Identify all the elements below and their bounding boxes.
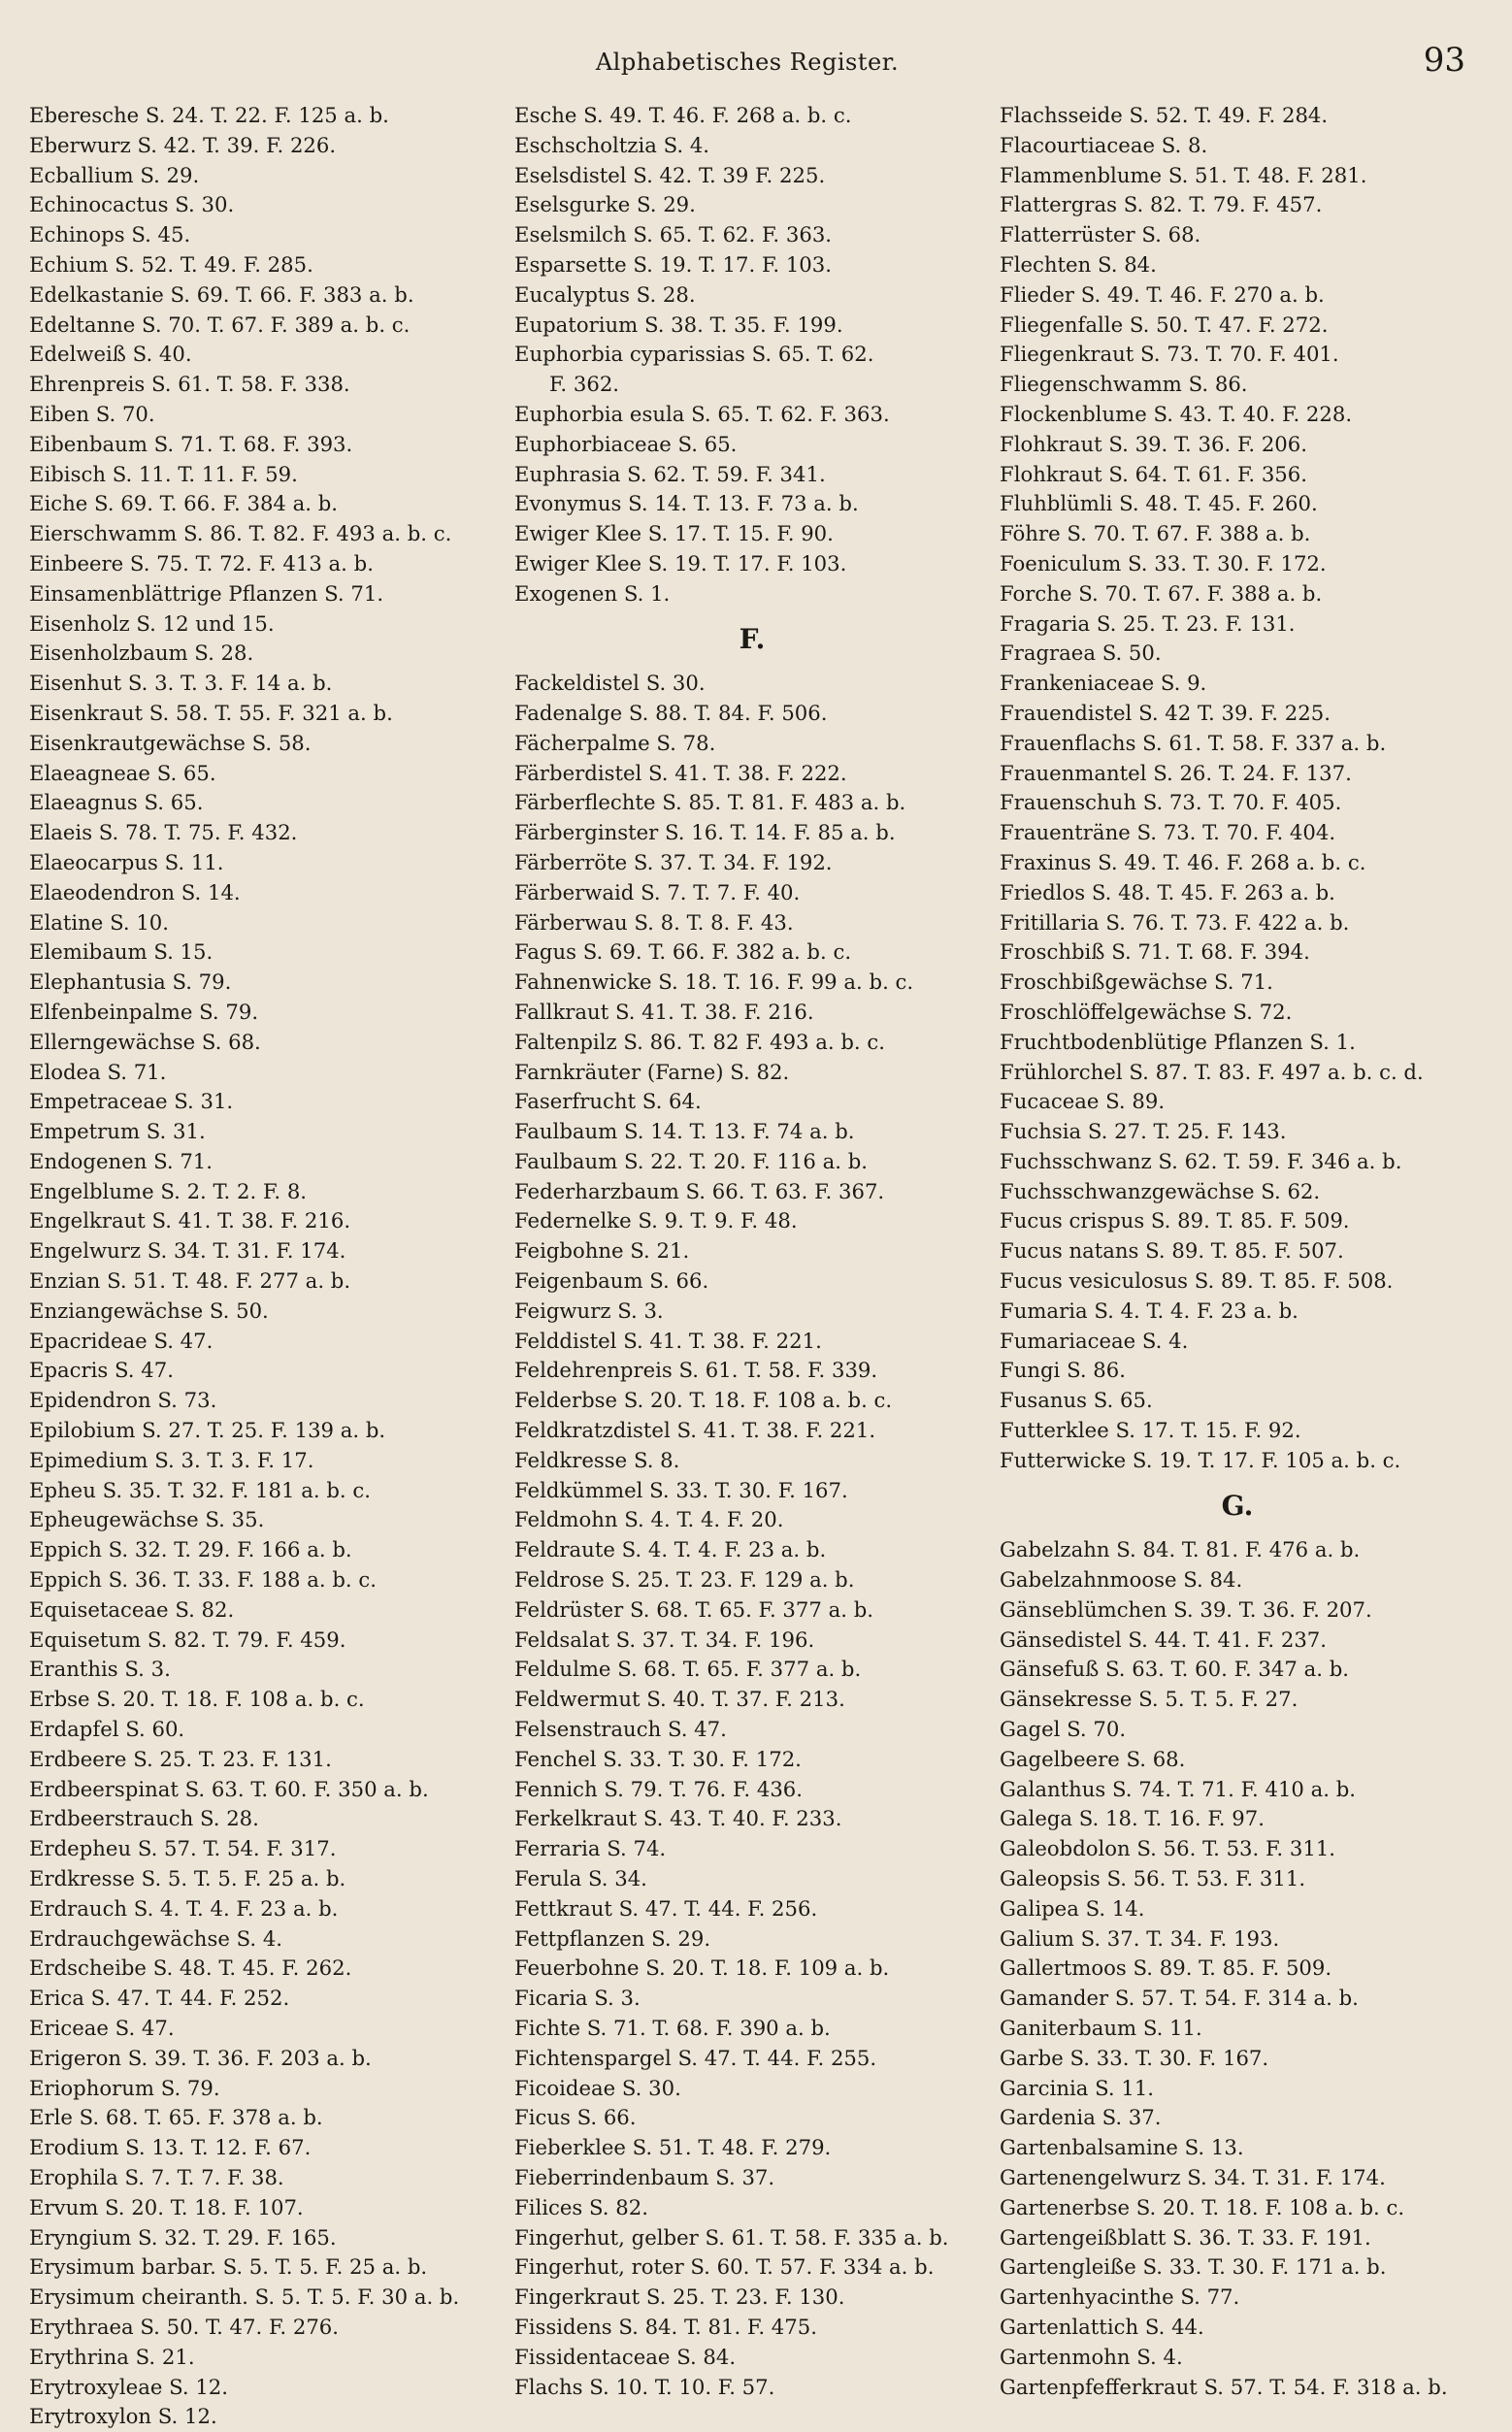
index-entry: Garcinia S. 11. [1000, 2075, 1155, 2100]
index-entry: Galanthus S. 74. T. 71. F. 410 a. b. [1000, 1776, 1357, 1801]
index-entry: Feldwermut S. 40. T. 37. F. 213. [514, 1687, 845, 1712]
index-entry: Frauenträne S. 73. T. 70. F. 404. [1000, 820, 1336, 845]
index-entry: Gabelzahn S. 84. T. 81. F. 476 a. b. [1000, 1537, 1361, 1562]
index-entry: Evonymus S. 14. T. 13. F. 73 a. b. [514, 491, 859, 516]
index-entry: Fagus S. 69. T. 66. F. 382 a. b. c. [514, 939, 852, 965]
index-entry: Flockenblume S. 43. T. 40. F. 228. [1000, 401, 1353, 426]
index-entry: Engelblume S. 2. T. 2. F. 8. [29, 1178, 308, 1203]
page-title: Alphabetisches Register. [595, 49, 900, 76]
index-entry: Frauenflachs S. 61. T. 58. F. 337 a. b. [1000, 730, 1387, 755]
index-entry: Foeniculum S. 33. T. 30. F. 172. [1000, 550, 1327, 575]
index-entry: Erytroxyleae S. 12. [29, 2374, 229, 2399]
index-entry: Färberwaid S. 7. T. 7. F. 40. [514, 879, 801, 904]
index-entry: Einsamenblättrige Pflanzen S. 71. [29, 580, 384, 606]
index-entry: Flechten S. 84. [1000, 251, 1157, 277]
index-entry: Erle S. 68. T. 65. F. 378 a. b. [29, 2105, 323, 2130]
index-entry: Erodium S. 13. T. 12. F. 67. [29, 2135, 312, 2160]
index-entry: Eryngium S. 32. T. 29. F. 165. [29, 2224, 337, 2250]
index-entry: Flohkraut S. 64. T. 61. F. 356. [1000, 461, 1307, 486]
index-entry: Euphorbiaceae S. 65. [514, 431, 738, 456]
index-entry: Epheu S. 35. T. 32. F. 181 a. b. c. [29, 1477, 371, 1502]
index-entry: Ficaria S. 3. [514, 1986, 641, 2011]
index-entry: Feuerbohne S. 20. T. 18. F. 109 a. b. [514, 1955, 890, 1981]
index-entry: Edelweiß S. 40. [29, 342, 192, 367]
index-entry: Eselsgurke S. 29. [514, 192, 696, 217]
index-entry: Fackeldistel S. 30. [514, 671, 706, 696]
index-entry: Gartenlattich S. 44. [1000, 2314, 1204, 2339]
index-entry: Echinops S. 45. [29, 222, 191, 247]
index-entry: Fieberrindenbaum S. 37. [514, 2164, 775, 2189]
index-entry: Eppich S. 36. T. 33. F. 188 a. b. c. [29, 1567, 377, 1593]
index-entry: Eselsdistel S. 42. T. 39 F. 225. [514, 162, 826, 187]
index-entry: Erbse S. 20. T. 18. F. 108 a. b. c. [29, 1687, 365, 1712]
index-entry: Ferraria S. 74. [514, 1836, 667, 1861]
index-entry: Feldrüster S. 68. T. 65. F. 377 a. b. [514, 1596, 874, 1622]
index-entry: Fumaria S. 4. T. 4. F. 23 a. b. [1000, 1298, 1298, 1323]
index-entry: Frauenmantel S. 26. T. 24. F. 137. [1000, 760, 1352, 785]
index-entry: Eucalyptus S. 28. [514, 281, 696, 307]
index-entry: Ervum S. 20. T. 18. F. 107. [29, 2194, 304, 2219]
index-entry: Feldehrenpreis S. 61. T. 58. F. 339. [514, 1358, 878, 1383]
index-entry: Filices S. 82. [514, 2194, 648, 2219]
index-entry: Feldsalat S. 37. T. 34. F. 196. [514, 1627, 815, 1652]
index-entry: Galeobdolon S. 56. T. 53. F. 311. [1000, 1836, 1336, 1861]
index-entry: Felddistel S. 41. T. 38. F. 221. [514, 1328, 822, 1353]
index-entry: Erdscheibe S. 48. T. 45. F. 262. [29, 1955, 352, 1981]
index-entry: Gartenbalsamine S. 13. [1000, 2135, 1244, 2160]
index-entry: Gänsekresse S. 5. T. 5. F. 27. [1000, 1687, 1298, 1712]
index-entry: Faltenpilz S. 86. T. 82 F. 493 a. b. c. [514, 1029, 886, 1054]
index-entry: Froschlöffelgewächse S. 72. [1000, 999, 1293, 1024]
index-entry: Gänsefuß S. 63. T. 60. F. 347 a. b. [1000, 1657, 1350, 1682]
index-entry: Fluhblümli S. 48. T. 45. F. 260. [1000, 491, 1318, 516]
index-entry: Erdapfel S. 60. [29, 1717, 185, 1742]
index-entry: Erdkresse S. 5. T. 5. F. 25 a. b. [29, 1866, 346, 1891]
index-entry: Eisenholzbaum S. 28. [29, 641, 254, 666]
page-number: 93 [1423, 41, 1465, 80]
index-entry: Ecballium S. 29. [29, 162, 200, 187]
index-entry: Fucaceae S. 89. [1000, 1089, 1166, 1114]
index-entry: Galipea S. 14. [1000, 1895, 1145, 1921]
index-entry: Epacris S. 47. [29, 1358, 174, 1383]
index-entry: Eriophorum S. 79. [29, 2075, 220, 2100]
index-entry: Ehrenpreis S. 61. T. 58. F. 338. [29, 372, 350, 397]
index-entry: Gartenmohn S. 4. [1000, 2344, 1183, 2369]
index-entry: Erica S. 47. T. 44. F. 252. [29, 1986, 290, 2011]
index-entry: Fragaria S. 25. T. 23. F. 131. [1000, 610, 1296, 636]
index-entry: Frauendistel S. 42 T. 39. F. 225. [1000, 700, 1331, 725]
index-entry: Fliegenkraut S. 73. T. 70. F. 401. [1000, 342, 1339, 367]
index-entry: Erigeron S. 39. T. 36. F. 203 a. b. [29, 2045, 372, 2070]
index-entry: Flachs S. 10. T. 10. F. 57. [514, 2374, 775, 2399]
index-entry: Färberginster S. 16. T. 14. F. 85 a. b. [514, 820, 896, 845]
index-entry: Erdrauch S. 4. T. 4. F. 23 a. b. [29, 1895, 339, 1921]
index-entry: Flatterrüster S. 68. [1000, 222, 1201, 247]
index-entry: Feldraute S. 4. T. 4. F. 23 a. b. [514, 1537, 827, 1562]
index-entry: Gamander S. 57. T. 54. F. 314 a. b. [1000, 1986, 1359, 2011]
index-entry: Erophila S. 7. T. 7. F. 38. [29, 2164, 284, 2189]
index-entry: Feldrose S. 25. T. 23. F. 129 a. b. [514, 1567, 855, 1593]
index-entry: Galeopsis S. 56. T. 53. F. 311. [1000, 1866, 1306, 1891]
index-entry: Fraxinus S. 49. T. 46. F. 268 a. b. c. [1000, 849, 1366, 874]
index-entry: Fliegenfalle S. 50. T. 47. F. 272. [1000, 312, 1329, 337]
index-entry: Faserfrucht S. 64. [514, 1089, 702, 1114]
index-entry: Färberwau S. 8. T. 8. F. 43. [514, 909, 794, 935]
index-entry: Euphorbia esula S. 65. T. 62. F. 363. [514, 401, 890, 426]
index-entry: Federnelke S. 9. T. 9. F. 48. [514, 1208, 798, 1233]
index-entry: Fächerpalme S. 78. [514, 730, 716, 755]
index-entry: Eberesche S. 24. T. 22. F. 125 a. b. [29, 103, 389, 127]
index-entry: Elatine S. 10. [29, 909, 170, 935]
index-entry: Gallertmoos S. 89. T. 85. F. 509. [1000, 1955, 1332, 1981]
index-entry: Fissidentaceae S. 84. [514, 2344, 737, 2369]
index-entry: Fichtenspargel S. 47. T. 44. F. 255. [514, 2045, 877, 2070]
index-entry: Euphrasia S. 62. T. 59. F. 341. [514, 461, 826, 486]
index-entry: Epheugewächse S. 35. [29, 1507, 265, 1532]
index-entry: Fettkraut S. 47. T. 44. F. 256. [514, 1895, 818, 1921]
index-entry: Färberflechte S. 85. T. 81. F. 483 a. b. [514, 790, 906, 815]
index-entry: Fichte S. 71. T. 68. F. 390 a. b. [514, 2016, 831, 2040]
index-entry: Feldkratzdistel S. 41. T. 38. F. 221. [514, 1418, 876, 1443]
index-entry: Eselsmilch S. 65. T. 62. F. 363. [514, 222, 833, 247]
index-entry: Fungi S. 86. [1000, 1358, 1126, 1383]
index-entry: Flattergras S. 82. T. 79. F. 457. [1000, 192, 1323, 217]
index-entry: Elaeodendron S. 14. [29, 879, 241, 904]
index-entry: Fallkraut S. 41. T. 38. F. 216. [514, 999, 814, 1024]
index-entry: Euphorbia cyparissias S. 65. T. 62. [514, 342, 874, 367]
index-entry: Epidendron S. 73. [29, 1388, 217, 1413]
index-entry: Futterklee S. 17. T. 15. F. 92. [1000, 1418, 1301, 1443]
index-entry: Felsenstrauch S. 47. [514, 1717, 727, 1742]
index-entry: Engelwurz S. 34. T. 31. F. 174. [29, 1238, 346, 1264]
index-entry: Enzian S. 51. T. 48. F. 277 a. b. [29, 1268, 351, 1294]
index-entry: Echinocactus S. 30. [29, 192, 235, 217]
index-entry: Frankeniaceae S. 9. [1000, 671, 1207, 696]
index-entry: Elodea S. 71. [29, 1059, 167, 1084]
index-entry: Garbe S. 33. T. 30. F. 167. [1000, 2045, 1269, 2070]
index-entry: Fingerhut, roter S. 60. T. 57. F. 334 a. b. [514, 2254, 935, 2280]
index-entry: Gänsedistel S. 44. T. 41. F. 237. [1000, 1627, 1328, 1652]
index-entry: Endogenen S. 71. [29, 1148, 214, 1173]
index-entry: Gartenengelwurz S. 34. T. 31. F. 174. [1000, 2164, 1386, 2189]
index-entry: Ferula S. 34. [514, 1866, 647, 1891]
index-entry: Eberwurz S. 42. T. 39. F. 226. [29, 132, 337, 157]
index-entry: Ellerngewächse S. 68. [29, 1029, 261, 1054]
index-entry: Erythrina S. 21. [29, 2344, 195, 2369]
index-entry: Eibisch S. 11. T. 11. F. 59. [29, 461, 298, 486]
index-entry: Elaeagnus S. 65. [29, 790, 204, 815]
index-entry: Ficoideae S. 30. [514, 2075, 681, 2100]
index-entry: Echium S. 52. T. 49. F. 285. [29, 251, 313, 277]
index-entry: Empetraceae S. 31. [29, 1089, 234, 1114]
index-entry: Gabelzahnmoose S. 84. [1000, 1567, 1243, 1593]
index-entry: Eupatorium S. 38. T. 35. F. 199. [514, 312, 843, 337]
index-entry: Erythraea S. 50. T. 47. F. 276. [29, 2314, 340, 2339]
index-entry: Galega S. 18. T. 16. F. 97. [1000, 1806, 1265, 1831]
index-entry: Erdepheu S. 57. T. 54. F. 317. [29, 1836, 337, 1861]
index-entry: Flieder S. 49. T. 46. F. 270 a. b. [1000, 281, 1325, 307]
index-entry: Equisetum S. 82. T. 79. F. 459. [29, 1627, 346, 1652]
index-entry: Gartenhyacinthe S. 77. [1000, 2284, 1240, 2310]
index-entry: Eierschwamm S. 86. T. 82. F. 493 a. b. c. [29, 521, 452, 546]
page-header [29, 41, 1465, 99]
index-entry: Gartenpfefferkraut S. 57. T. 54. F. 318 a. b. [1000, 2374, 1448, 2399]
index-entry: Ganiterbaum S. 11. [1000, 2016, 1202, 2040]
index-entry: Ferkelkraut S. 43. T. 40. F. 233. [514, 1806, 842, 1831]
index-entry: Elaeis S. 78. T. 75. F. 432. [29, 820, 298, 845]
index-entry: Edelkastanie S. 69. T. 66. F. 383 a. b. [29, 281, 414, 307]
index-entry: Feigwurz S. 3. [514, 1298, 664, 1323]
index-entry: Fliegenschwamm S. 86. [1000, 372, 1248, 397]
index-entry: Feldulme S. 68. T. 65. F. 377 a. b. [514, 1657, 862, 1682]
index-entry: Fuchsschwanzgewächse S. 62. [1000, 1178, 1321, 1203]
index-entry: Froschbißgewächse S. 71. [1000, 970, 1273, 995]
index-entry-continuation: F. 362. [549, 372, 620, 397]
index-entry: Faulbaum S. 22. T. 20. F. 116 a. b. [514, 1148, 868, 1173]
index-entry: Galium S. 37. T. 34. F. 193. [1000, 1925, 1280, 1951]
index-entry: Fettpflanzen S. 29. [514, 1925, 711, 1951]
index-entry: Equisetaceae S. 82. [29, 1596, 235, 1622]
index-entry: Flacourtiaceae S. 8. [1000, 132, 1208, 157]
index-entry: Farnkräuter (Farne) S. 82. [514, 1059, 790, 1084]
section-letter: G. [1221, 1489, 1254, 1522]
index-entry: Engelkraut S. 41. T. 38. F. 216. [29, 1208, 351, 1233]
index-entry: Fingerhut, gelber S. 61. T. 58. F. 335 a. b. [514, 2224, 949, 2250]
index-entry: Epacrideae S. 47. [29, 1328, 214, 1353]
index-entry: Esparsette S. 19. T. 17. F. 103. [514, 251, 832, 277]
index-entry: Federharzbaum S. 66. T. 63. F. 367. [514, 1178, 885, 1203]
index-entry: Fissidens S. 84. T. 81. F. 475. [514, 2314, 817, 2339]
index-entry: Elaeocarpus S. 11. [29, 849, 224, 874]
index-entry: Elfenbeinpalme S. 79. [29, 999, 259, 1024]
index-entry: Eisenkraut S. 58. T. 55. F. 321 a. b. [29, 700, 393, 725]
index-entry: Erytroxylon S. 12. [29, 2404, 217, 2429]
index-entry: Felderbse S. 20. T. 18. F. 108 a. b. c. [514, 1388, 893, 1413]
index-entry: Froschbiß S. 71. T. 68. F. 394. [1000, 939, 1310, 965]
index-entry: Enziangewächse S. 50. [29, 1298, 269, 1323]
index-entry: Futterwicke S. 19. T. 17. F. 105 a. b. c. [1000, 1447, 1401, 1472]
index-entry: Eisenhut S. 3. T. 3. F. 14 a. b. [29, 671, 333, 696]
index-entry: Fenchel S. 33. T. 30. F. 172. [514, 1746, 802, 1771]
index-entry: Gagel S. 70. [1000, 1717, 1127, 1742]
index-entry: Epimedium S. 3. T. 3. F. 17. [29, 1447, 314, 1472]
index-entry: Eschscholtzia S. 4. [514, 132, 710, 157]
index-entry: Frauenschuh S. 73. T. 70. F. 405. [1000, 790, 1342, 815]
index-entry: Föhre S. 70. T. 67. F. 388 a. b. [1000, 521, 1311, 546]
index-entry: Gardenia S. 37. [1000, 2105, 1162, 2130]
index-entry: Fieberklee S. 51. T. 48. F. 279. [514, 2135, 832, 2160]
index-entry: Fusanus S. 65. [1000, 1388, 1153, 1413]
index-entry: Fucus crispus S. 89. T. 85. F. 509. [1000, 1208, 1350, 1233]
index-entry: Ewiger Klee S. 17. T. 15. F. 90. [514, 521, 834, 546]
index-entry: Eibenbaum S. 71. T. 68. F. 393. [29, 431, 353, 456]
index-entry: Erdbeere S. 25. T. 23. F. 131. [29, 1746, 332, 1771]
index-entry: Ericeae S. 47. [29, 2016, 175, 2040]
index-entry: Einbeere S. 75. T. 72. F. 413 a. b. [29, 550, 374, 575]
index-entry: Exogenen S. 1. [514, 580, 671, 606]
index-entry: Fuchsschwanz S. 62. T. 59. F. 346 a. b. [1000, 1148, 1402, 1173]
index-entry: Eppich S. 32. T. 29. F. 166 a. b. [29, 1537, 352, 1562]
index-entry: Erdbeerstrauch S. 28. [29, 1806, 259, 1831]
index-entry: Fahnenwicke S. 18. T. 16. F. 99 a. b. c. [514, 970, 914, 995]
index-column-2 [514, 101, 990, 2402]
index-entry: Eranthis S. 3. [29, 1657, 171, 1682]
index-entry: Fritillaria S. 76. T. 73. F. 422 a. b. [1000, 909, 1350, 935]
index-entry: Forche S. 70. T. 67. F. 388 a. b. [1000, 580, 1323, 606]
index-entry: Fruchtbodenblütige Pflanzen S. 1. [1000, 1029, 1356, 1054]
index-entry: Empetrum S. 31. [29, 1119, 206, 1144]
index-entry: Feldkümmel S. 33. T. 30. F. 167. [514, 1477, 848, 1502]
index-entry: Färberröte S. 37. T. 34. F. 192. [514, 849, 833, 874]
index-entry: Flammenblume S. 51. T. 48. F. 281. [1000, 162, 1367, 187]
index-entry: Edeltanne S. 70. T. 67. F. 389 a. b. c. [29, 312, 411, 337]
index-entry: Ficus S. 66. [514, 2105, 637, 2130]
index-entry: Erdbeerspinat S. 63. T. 60. F. 350 a. b. [29, 1776, 429, 1801]
index-entry: Frühlorchel S. 87. T. 83. F. 497 a. b. c. d. [1000, 1059, 1424, 1084]
index-entry: Epilobium S. 27. T. 25. F. 139 a. b. [29, 1418, 386, 1443]
index-entry: Elemibaum S. 15. [29, 939, 214, 965]
index-entry: Esche S. 49. T. 46. F. 268 a. b. c. [514, 103, 852, 127]
index-entry: Fennich S. 79. T. 76. F. 436. [514, 1776, 804, 1801]
index-entry: Fragraea S. 50. [1000, 641, 1162, 666]
index-entry: Gartengleiße S. 33. T. 30. F. 171 a. b. [1000, 2254, 1387, 2280]
index-entry: Faulbaum S. 14. T. 13. F. 74 a. b. [514, 1119, 855, 1144]
index-entry: Eiben S. 70. [29, 401, 155, 426]
index-entry: Fucus natans S. 89. T. 85. F. 507. [1000, 1238, 1344, 1264]
index-entry: Flachsseide S. 52. T. 49. F. 284. [1000, 103, 1329, 127]
index-entry: Erdrauchgewächse S. 4. [29, 1925, 283, 1951]
index-column-1 [29, 101, 505, 2432]
index-entry: Feigbohne S. 21. [514, 1238, 690, 1264]
index-entry: Erysimum cheiranth. S. 5. T. 5. F. 30 a. b. [29, 2284, 460, 2310]
index-entry: Fingerkraut S. 25. T. 23. F. 130. [514, 2284, 845, 2310]
index-entry: Fumariaceae S. 4. [1000, 1328, 1189, 1353]
index-entry: Gartengeißblatt S. 36. T. 33. F. 191. [1000, 2224, 1371, 2250]
index-entry: Färberdistel S. 41. T. 38. F. 222. [514, 760, 847, 785]
index-entry: Flohkraut S. 39. T. 36. F. 206. [1000, 431, 1307, 456]
index-entry: Gänseblümchen S. 39. T. 36. F. 207. [1000, 1596, 1372, 1622]
index-entry: Elaeagneae S. 65. [29, 760, 216, 785]
index-entry: Feigenbaum S. 66. [514, 1268, 709, 1294]
index-entry: Fuchsia S. 27. T. 25. F. 143. [1000, 1119, 1287, 1144]
index-entry: Friedlos S. 48. T. 45. F. 263 a. b. [1000, 879, 1335, 904]
index-entry: Gagelbeere S. 68. [1000, 1746, 1186, 1771]
section-letter: F. [739, 622, 766, 655]
index-entry: Ewiger Klee S. 19. T. 17. F. 103. [514, 550, 847, 575]
index-column-3 [1000, 101, 1475, 2402]
index-entry: Feldmohn S. 4. T. 4. F. 20. [514, 1507, 784, 1532]
index-entry: Eisenkrautgewächse S. 58. [29, 730, 312, 755]
index-entry: Erysimum barbar. S. 5. T. 5. F. 25 a. b. [29, 2254, 428, 2280]
index-entry: Eisenholz S. 12 und 15. [29, 610, 275, 636]
index-entry: Fucus vesiculosus S. 89. T. 85. F. 508. [1000, 1268, 1394, 1294]
index-entry: Fadenalge S. 88. T. 84. F. 506. [514, 700, 828, 725]
index-entry: Eiche S. 69. T. 66. F. 384 a. b. [29, 491, 339, 516]
index-entry: Elephantusia S. 79. [29, 970, 232, 995]
index-entry: Gartenerbse S. 20. T. 18. F. 108 a. b. c. [1000, 2194, 1405, 2219]
index-entry: Feldkresse S. 8. [514, 1447, 680, 1472]
